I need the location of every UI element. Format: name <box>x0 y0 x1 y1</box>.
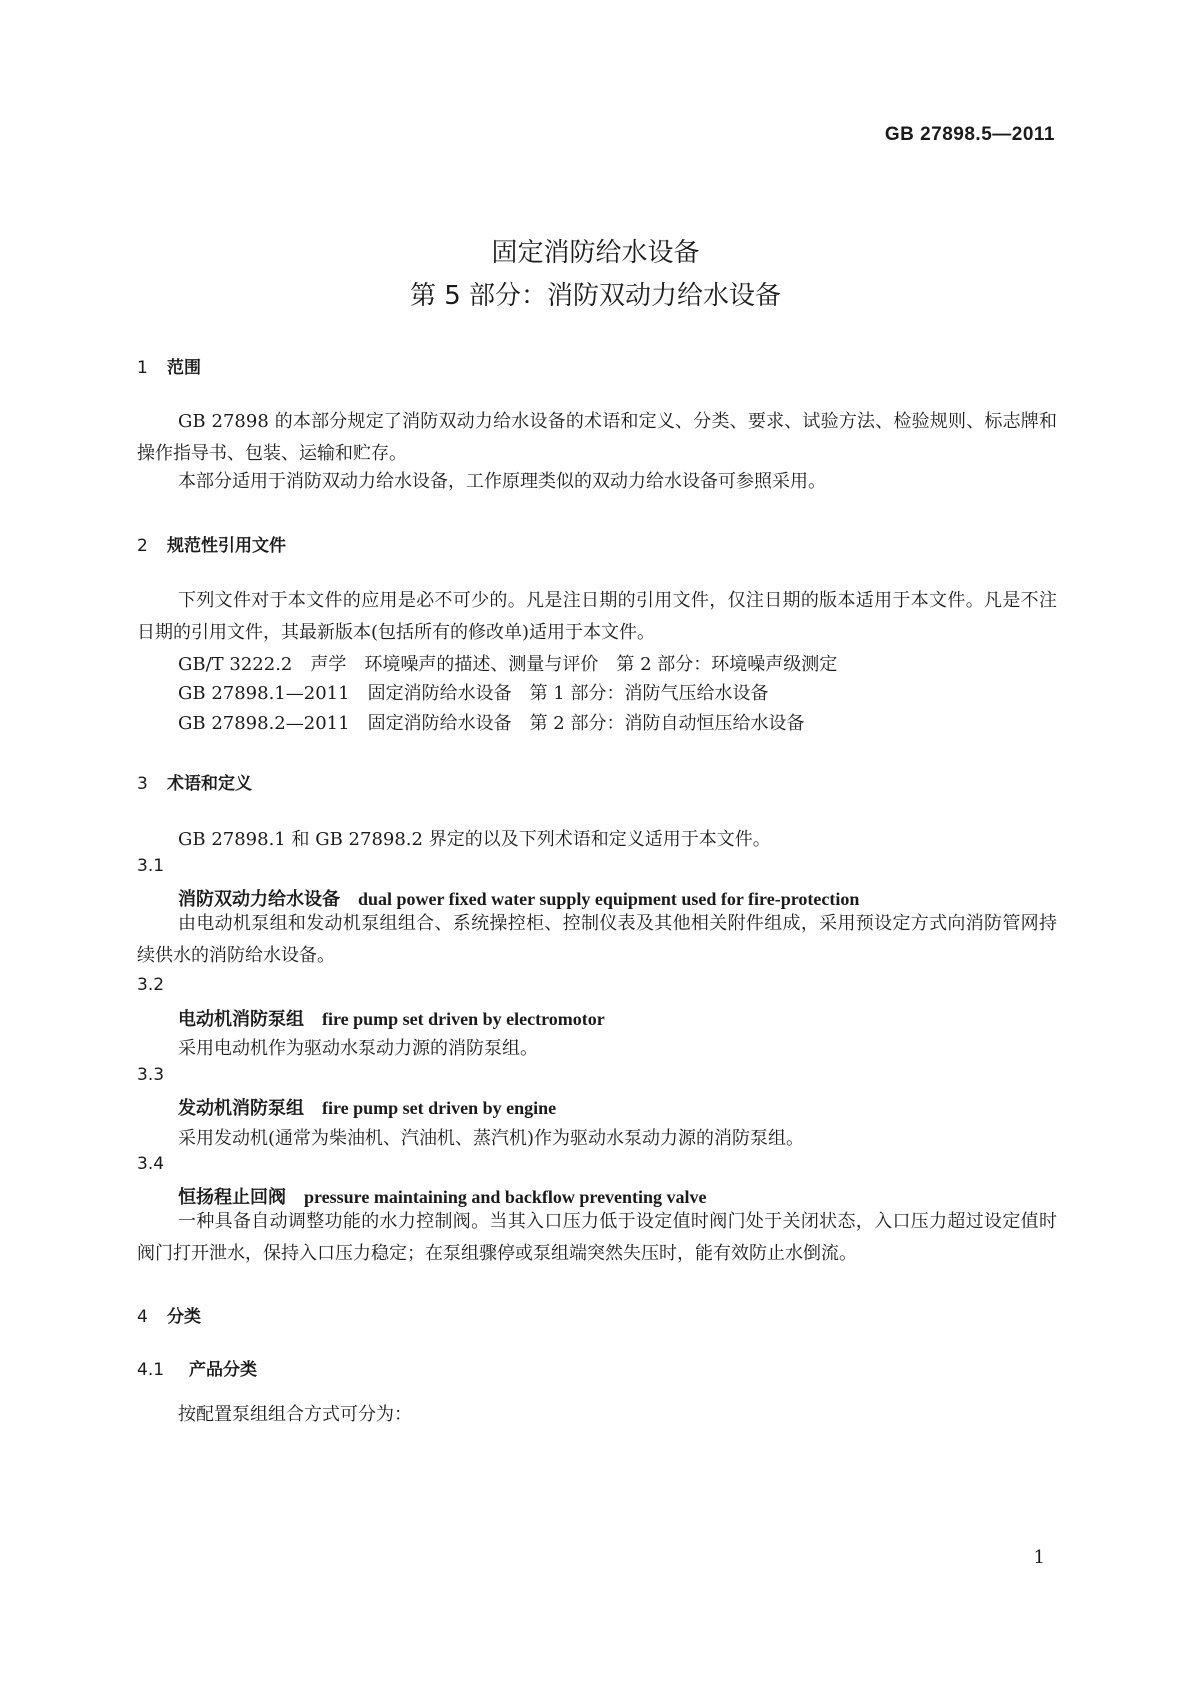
normative-refs-paragraph: 下列文件对于本文件的应用是必不可少的。凡是注日期的引用文件，仅注日期的版本适用于本文件。凡是不注日期的引用文件，其最新版本(包括所有的修改单)适用于本文件。 <box>137 590 1057 643</box>
term-english: fire pump set driven by engine <box>322 1098 557 1118</box>
term-english: dual power fixed water supply equipment used for fire-protection <box>358 889 860 909</box>
reference-item: GB 27898.2—2011 固定消防给水设备 第 2 部分：消防自动恒压给水设备 <box>178 713 805 734</box>
section-title: 范围 <box>167 358 201 378</box>
term-3-2-title <box>178 1005 605 1031</box>
reference-item: GB 27898.1—2011 固定消防给水设备 第 1 部分：消防气压给水设备 <box>178 683 769 704</box>
term-3-1-number: 3.1 <box>137 856 165 876</box>
term-3-3-number: 3.3 <box>137 1065 165 1085</box>
section-number: 4 <box>137 1307 148 1327</box>
section-title: 规范性引用文件 <box>167 536 286 556</box>
terms-intro: GB 27898.1 和 GB 27898.2 界定的以及下列术语和定义适用于本文件。 <box>178 829 771 850</box>
term-chinese: 恒扬程止回阀 <box>178 1187 286 1208</box>
section-number: 3 <box>137 774 148 794</box>
standard-code: GB 27898.5—2011 <box>884 124 1055 145</box>
section-3-heading <box>137 769 252 794</box>
section-title: 分类 <box>167 1307 201 1327</box>
title-line-1: 固定消防给水设备 <box>491 238 700 268</box>
term-3-4-definition: 一种具备自动调整功能的水力控制阀。当其入口压力低于设定值时阀门处于关闭状态，入口压力超过设定值时阀门打开泄水，保持入口压力稳定；在泵组骤停或泵组端突然失压时，能有效防止水倒流。 <box>137 1211 1057 1264</box>
section-title: 术语和定义 <box>167 774 252 794</box>
term-3-4-number: 3.4 <box>137 1154 165 1174</box>
section-4-heading <box>137 1302 201 1327</box>
scope-paragraph-1: GB 27898 的本部分规定了消防双动力给水设备的术语和定义、分类、要求、试验方法、检验规则、标志牌和操作指导书、包装、运输和贮存。 <box>137 411 1057 464</box>
reference-item: GB/T 3222.2 声学 环境噪声的描述、测量与评价 第 2 部分：环境噪声级测定 <box>178 654 838 675</box>
scope-paragraph-2: 本部分适用于消防双动力给水设备，工作原理类似的双动力给水设备可参照采用。 <box>178 471 826 492</box>
term-chinese: 电动机消防泵组 <box>178 1009 304 1030</box>
term-3-3-definition: 采用发动机(通常为柴油机、汽油机、蒸汽机)作为驱动水泵动力源的消防泵组。 <box>178 1128 805 1149</box>
term-3-1-definition: 由电动机泵组和发动机泵组组合、系统操控柜、控制仪表及其他相关附件组成，采用预设定方式向消防管网持续供水的消防给水设备。 <box>137 913 1057 966</box>
section-1-heading <box>137 353 201 378</box>
subsection-number: 4.1 <box>137 1360 165 1380</box>
classification-paragraph: 按配置泵组组合方式可分为： <box>178 1404 412 1425</box>
term-3-2-number: 3.2 <box>137 975 165 995</box>
term-3-2-definition: 采用电动机作为驱动水泵动力源的消防泵组。 <box>178 1038 538 1059</box>
page-number: 1 <box>1033 1547 1045 1568</box>
term-chinese: 消防双动力给水设备 <box>178 889 340 910</box>
term-3-3-title <box>178 1094 556 1120</box>
subsection-title: 产品分类 <box>189 1360 257 1380</box>
subsection-4-1-heading <box>137 1355 257 1380</box>
term-english: fire pump set driven by electromotor <box>322 1009 605 1029</box>
section-2-heading <box>137 531 286 556</box>
term-chinese: 发动机消防泵组 <box>178 1098 304 1119</box>
section-number: 1 <box>137 358 148 378</box>
term-english: pressure maintaining and backflow preventing valve <box>304 1187 707 1207</box>
title-line-2: 第 5 部分：消防双动力给水设备 <box>409 281 782 311</box>
section-number: 2 <box>137 536 148 556</box>
